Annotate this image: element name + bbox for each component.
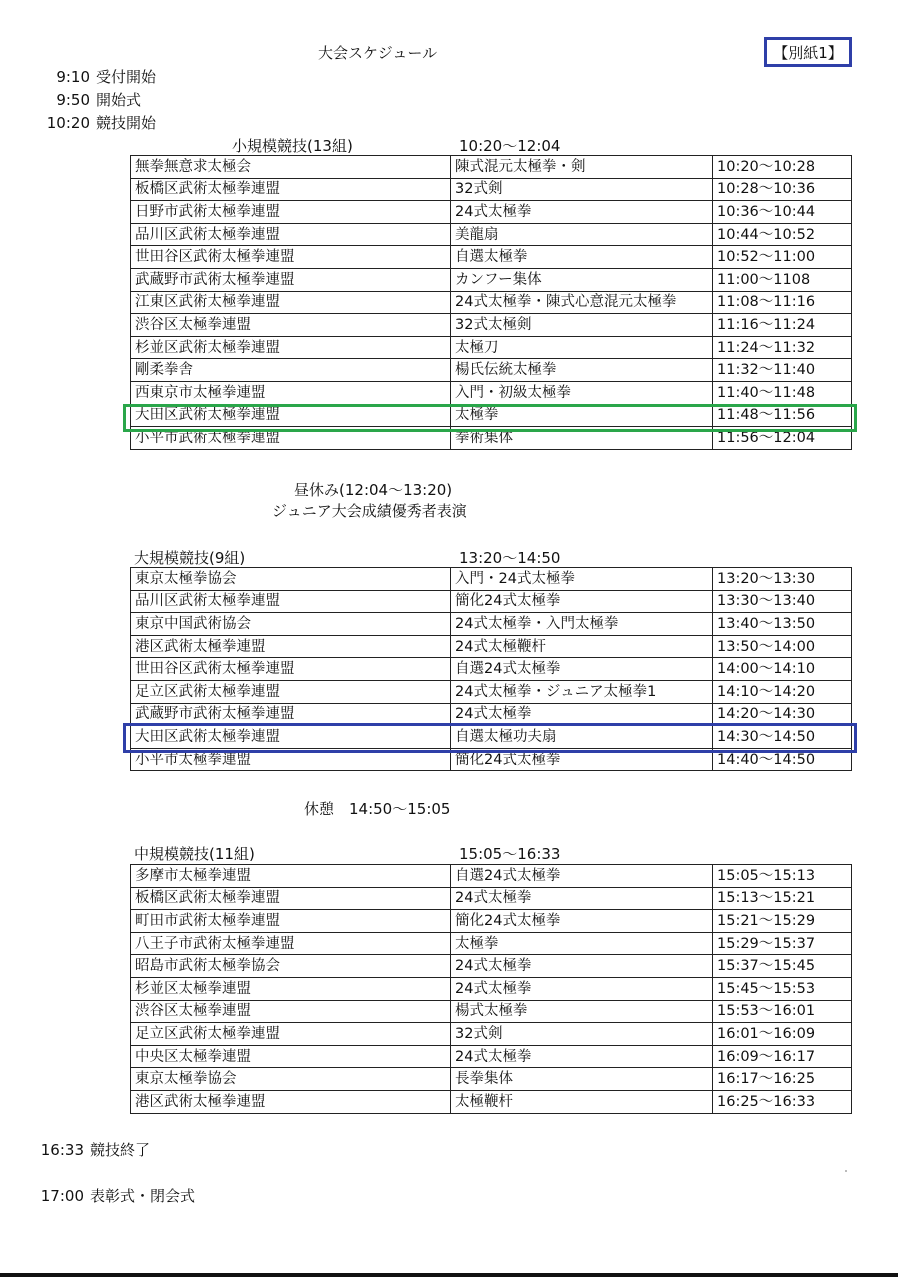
- event-name-cell: カンフー集体: [451, 268, 713, 291]
- event-name-cell: 美龍扇: [451, 223, 713, 246]
- time-slot-cell: 13:30～13:40: [713, 590, 852, 613]
- event-name-cell: 32式剣: [451, 1023, 713, 1046]
- team-name-cell: 八王子市武術太極拳連盟: [131, 932, 451, 955]
- page-bottom-border: [0, 1273, 898, 1277]
- small-heading: 小規模競技(13組): [232, 137, 353, 155]
- junior-demo: ジュニア大会成績優秀者表演: [272, 502, 467, 520]
- table-row: [131, 223, 852, 246]
- team-name-cell: 無拳無意求太極会: [131, 156, 451, 179]
- event-competition-start: 10:20 競技開始: [46, 114, 157, 132]
- table-row: [131, 703, 852, 726]
- time-slot-cell: 14:40～14:50: [713, 748, 852, 771]
- table-row: [131, 635, 852, 658]
- table-row: [131, 404, 852, 427]
- event-closing-ceremony: 17:00 表彰式・閉会式: [40, 1187, 196, 1205]
- team-name-cell: 西東京市太極拳連盟: [131, 381, 451, 404]
- team-name-cell: 杉並区太極拳連盟: [131, 977, 451, 1000]
- table-row: [131, 201, 852, 224]
- team-name-cell: 武蔵野市武術太極拳連盟: [131, 268, 451, 291]
- table-row: [131, 1000, 852, 1023]
- event-opening: 9:50 開始式: [56, 91, 142, 109]
- medium-time-range: 15:05～16:33: [459, 845, 561, 863]
- table-row: [131, 977, 852, 1000]
- table-row: [131, 314, 852, 337]
- table-row: [131, 1090, 852, 1113]
- attachment-tag: 【別紙1】: [764, 37, 852, 67]
- event-name-cell: 陳式混元太極拳・剣: [451, 156, 713, 179]
- rest-break: 休憩 14:50～15:05: [304, 800, 451, 818]
- event-name-cell: 自選24式太極拳: [451, 865, 713, 888]
- table-row: [131, 658, 852, 681]
- team-name-cell: 武蔵野市武術太極拳連盟: [131, 703, 451, 726]
- time-slot-cell: 15:13～15:21: [713, 887, 852, 910]
- table-row: [131, 1023, 852, 1046]
- team-name-cell: 江東区武術太極拳連盟: [131, 291, 451, 314]
- event-name-cell: 24式太極拳: [451, 977, 713, 1000]
- event-name-cell: 簡化24式太極拳: [451, 590, 713, 613]
- table-row: [131, 246, 852, 269]
- time-slot-cell: 10:36～10:44: [713, 201, 852, 224]
- time-slot-cell: 16:25～16:33: [713, 1090, 852, 1113]
- event-name-cell: 24式太極拳: [451, 887, 713, 910]
- time-slot-cell: 15:45～15:53: [713, 977, 852, 1000]
- team-name-cell: 昭島市武術太極拳協会: [131, 955, 451, 978]
- team-name-cell: 足立区武術太極拳連盟: [131, 1023, 451, 1046]
- team-name-cell: 東京太極拳協会: [131, 568, 451, 591]
- event-name-cell: 簡化24式太極拳: [451, 910, 713, 933]
- table-row: [131, 726, 852, 749]
- large-heading: 大規模競技(9組): [134, 549, 246, 567]
- team-name-cell: 品川区武術太極拳連盟: [131, 223, 451, 246]
- event-name-cell: 24式太極拳: [451, 955, 713, 978]
- event-name-cell: 24式太極拳・陳式心意混元太極拳: [451, 291, 713, 314]
- table-row: [131, 590, 852, 613]
- event-name-cell: 24式太極鞭杆: [451, 635, 713, 658]
- time-slot-cell: 11:08～11:16: [713, 291, 852, 314]
- time-slot-cell: 11:24～11:32: [713, 336, 852, 359]
- table-row: [131, 887, 852, 910]
- time-slot-cell: 16:09～16:17: [713, 1045, 852, 1068]
- table-row: [131, 178, 852, 201]
- time-slot-cell: 14:00～14:10: [713, 658, 852, 681]
- event-competition-end: 16:33 競技終了: [40, 1141, 151, 1159]
- small-time-range: 10:20～12:04: [459, 137, 561, 155]
- team-name-cell: 大田区武術太極拳連盟: [131, 404, 451, 427]
- time-slot-cell: 11:48～11:56: [713, 404, 852, 427]
- page-title: 大会スケジュール: [318, 44, 438, 62]
- team-name-cell: 渋谷区太極拳連盟: [131, 1000, 451, 1023]
- time-slot-cell: 14:20～14:30: [713, 703, 852, 726]
- team-name-cell: 町田市武術太極拳連盟: [131, 910, 451, 933]
- time-slot-cell: 11:16～11:24: [713, 314, 852, 337]
- event-name-cell: 入門・初級太極拳: [451, 381, 713, 404]
- time-slot-cell: 15:53～16:01: [713, 1000, 852, 1023]
- table-row: [131, 427, 852, 450]
- time-slot-cell: 14:30～14:50: [713, 726, 852, 749]
- table-row: [131, 359, 852, 382]
- event-name-cell: 自選太極功夫扇: [451, 726, 713, 749]
- time-slot-cell: 15:21～15:29: [713, 910, 852, 933]
- event-name-cell: 入門・24式太極拳: [451, 568, 713, 591]
- event-name-cell: 32式剣: [451, 178, 713, 201]
- team-name-cell: 小平市太極拳連盟: [131, 748, 451, 771]
- medium-schedule-table: [130, 864, 852, 1114]
- time-slot-cell: 15:37～15:45: [713, 955, 852, 978]
- event-name-cell: 簡化24式太極拳: [451, 748, 713, 771]
- table-row: [131, 381, 852, 404]
- team-name-cell: 東京太極拳協会: [131, 1068, 451, 1091]
- table-row: [131, 568, 852, 591]
- time-slot-cell: 13:50～14:00: [713, 635, 852, 658]
- team-name-cell: 港区武術太極拳連盟: [131, 1090, 451, 1113]
- team-name-cell: 東京中国武術協会: [131, 613, 451, 636]
- time-slot-cell: 11:40～11:48: [713, 381, 852, 404]
- team-name-cell: 板橋区武術太極拳連盟: [131, 887, 451, 910]
- time-slot-cell: 13:40～13:50: [713, 613, 852, 636]
- team-name-cell: 小平市武術太極拳連盟: [131, 427, 451, 450]
- event-name-cell: 太極鞭杆: [451, 1090, 713, 1113]
- team-name-cell: 港区武術太極拳連盟: [131, 635, 451, 658]
- table-row: [131, 291, 852, 314]
- large-schedule-table: [130, 567, 852, 771]
- event-name-cell: 楊式太極拳: [451, 1000, 713, 1023]
- team-name-cell: 大田区武術太極拳連盟: [131, 726, 451, 749]
- table-row: [131, 955, 852, 978]
- table-row: [131, 865, 852, 888]
- event-name-cell: 24式太極拳・入門太極拳: [451, 613, 713, 636]
- team-name-cell: 剛柔拳舎: [131, 359, 451, 382]
- event-name-cell: 24式太極拳: [451, 201, 713, 224]
- medium-heading: 中規模競技(11組): [134, 845, 255, 863]
- team-name-cell: 品川区武術太極拳連盟: [131, 590, 451, 613]
- event-name-cell: 24式太極拳・ジュニア太極拳1: [451, 680, 713, 703]
- event-name-cell: 自選太極拳: [451, 246, 713, 269]
- team-name-cell: 渋谷区太極拳連盟: [131, 314, 451, 337]
- time-slot-cell: 10:20～10:28: [713, 156, 852, 179]
- team-name-cell: 足立区武術太極拳連盟: [131, 680, 451, 703]
- time-slot-cell: 16:01～16:09: [713, 1023, 852, 1046]
- team-name-cell: 中央区太極拳連盟: [131, 1045, 451, 1068]
- small-schedule-table: [130, 155, 852, 450]
- table-row: [131, 1068, 852, 1091]
- event-name-cell: 24式太極拳: [451, 703, 713, 726]
- team-name-cell: 多摩市太極拳連盟: [131, 865, 451, 888]
- team-name-cell: 世田谷区武術太極拳連盟: [131, 658, 451, 681]
- table-row: [131, 156, 852, 179]
- large-time-range: 13:20～14:50: [459, 549, 561, 567]
- event-reception: 9:10 受付開始: [56, 68, 157, 86]
- time-slot-cell: 16:17～16:25: [713, 1068, 852, 1091]
- event-name-cell: 楊氏伝統太極拳: [451, 359, 713, 382]
- time-slot-cell: 15:29～15:37: [713, 932, 852, 955]
- table-row: [131, 268, 852, 291]
- table-row: [131, 613, 852, 636]
- event-name-cell: 太極拳: [451, 932, 713, 955]
- time-slot-cell: 10:28～10:36: [713, 178, 852, 201]
- time-slot-cell: 13:20～13:30: [713, 568, 852, 591]
- team-name-cell: 板橋区武術太極拳連盟: [131, 178, 451, 201]
- event-name-cell: 長拳集体: [451, 1068, 713, 1091]
- team-name-cell: 世田谷区武術太極拳連盟: [131, 246, 451, 269]
- table-row: [131, 910, 852, 933]
- table-row: [131, 1045, 852, 1068]
- lunch-break: 昼休み(12:04～13:20): [294, 481, 453, 499]
- time-slot-cell: 11:56～12:04: [713, 427, 852, 450]
- event-name-cell: 太極刀: [451, 336, 713, 359]
- team-name-cell: 日野市武術太極拳連盟: [131, 201, 451, 224]
- table-row: [131, 932, 852, 955]
- scan-speck: [845, 1170, 847, 1172]
- time-slot-cell: 10:52～11:00: [713, 246, 852, 269]
- event-name-cell: 32式太極剣: [451, 314, 713, 337]
- table-row: [131, 748, 852, 771]
- team-name-cell: 杉並区武術太極拳連盟: [131, 336, 451, 359]
- time-slot-cell: 10:44～10:52: [713, 223, 852, 246]
- time-slot-cell: 14:10～14:20: [713, 680, 852, 703]
- table-row: [131, 336, 852, 359]
- event-name-cell: 自選24式太極拳: [451, 658, 713, 681]
- time-slot-cell: 11:32～11:40: [713, 359, 852, 382]
- event-name-cell: 24式太極拳: [451, 1045, 713, 1068]
- table-row: [131, 680, 852, 703]
- event-name-cell: 拳術集体: [451, 427, 713, 450]
- time-slot-cell: 15:05～15:13: [713, 865, 852, 888]
- event-name-cell: 太極拳: [451, 404, 713, 427]
- time-slot-cell: 11:00～1108: [713, 268, 852, 291]
